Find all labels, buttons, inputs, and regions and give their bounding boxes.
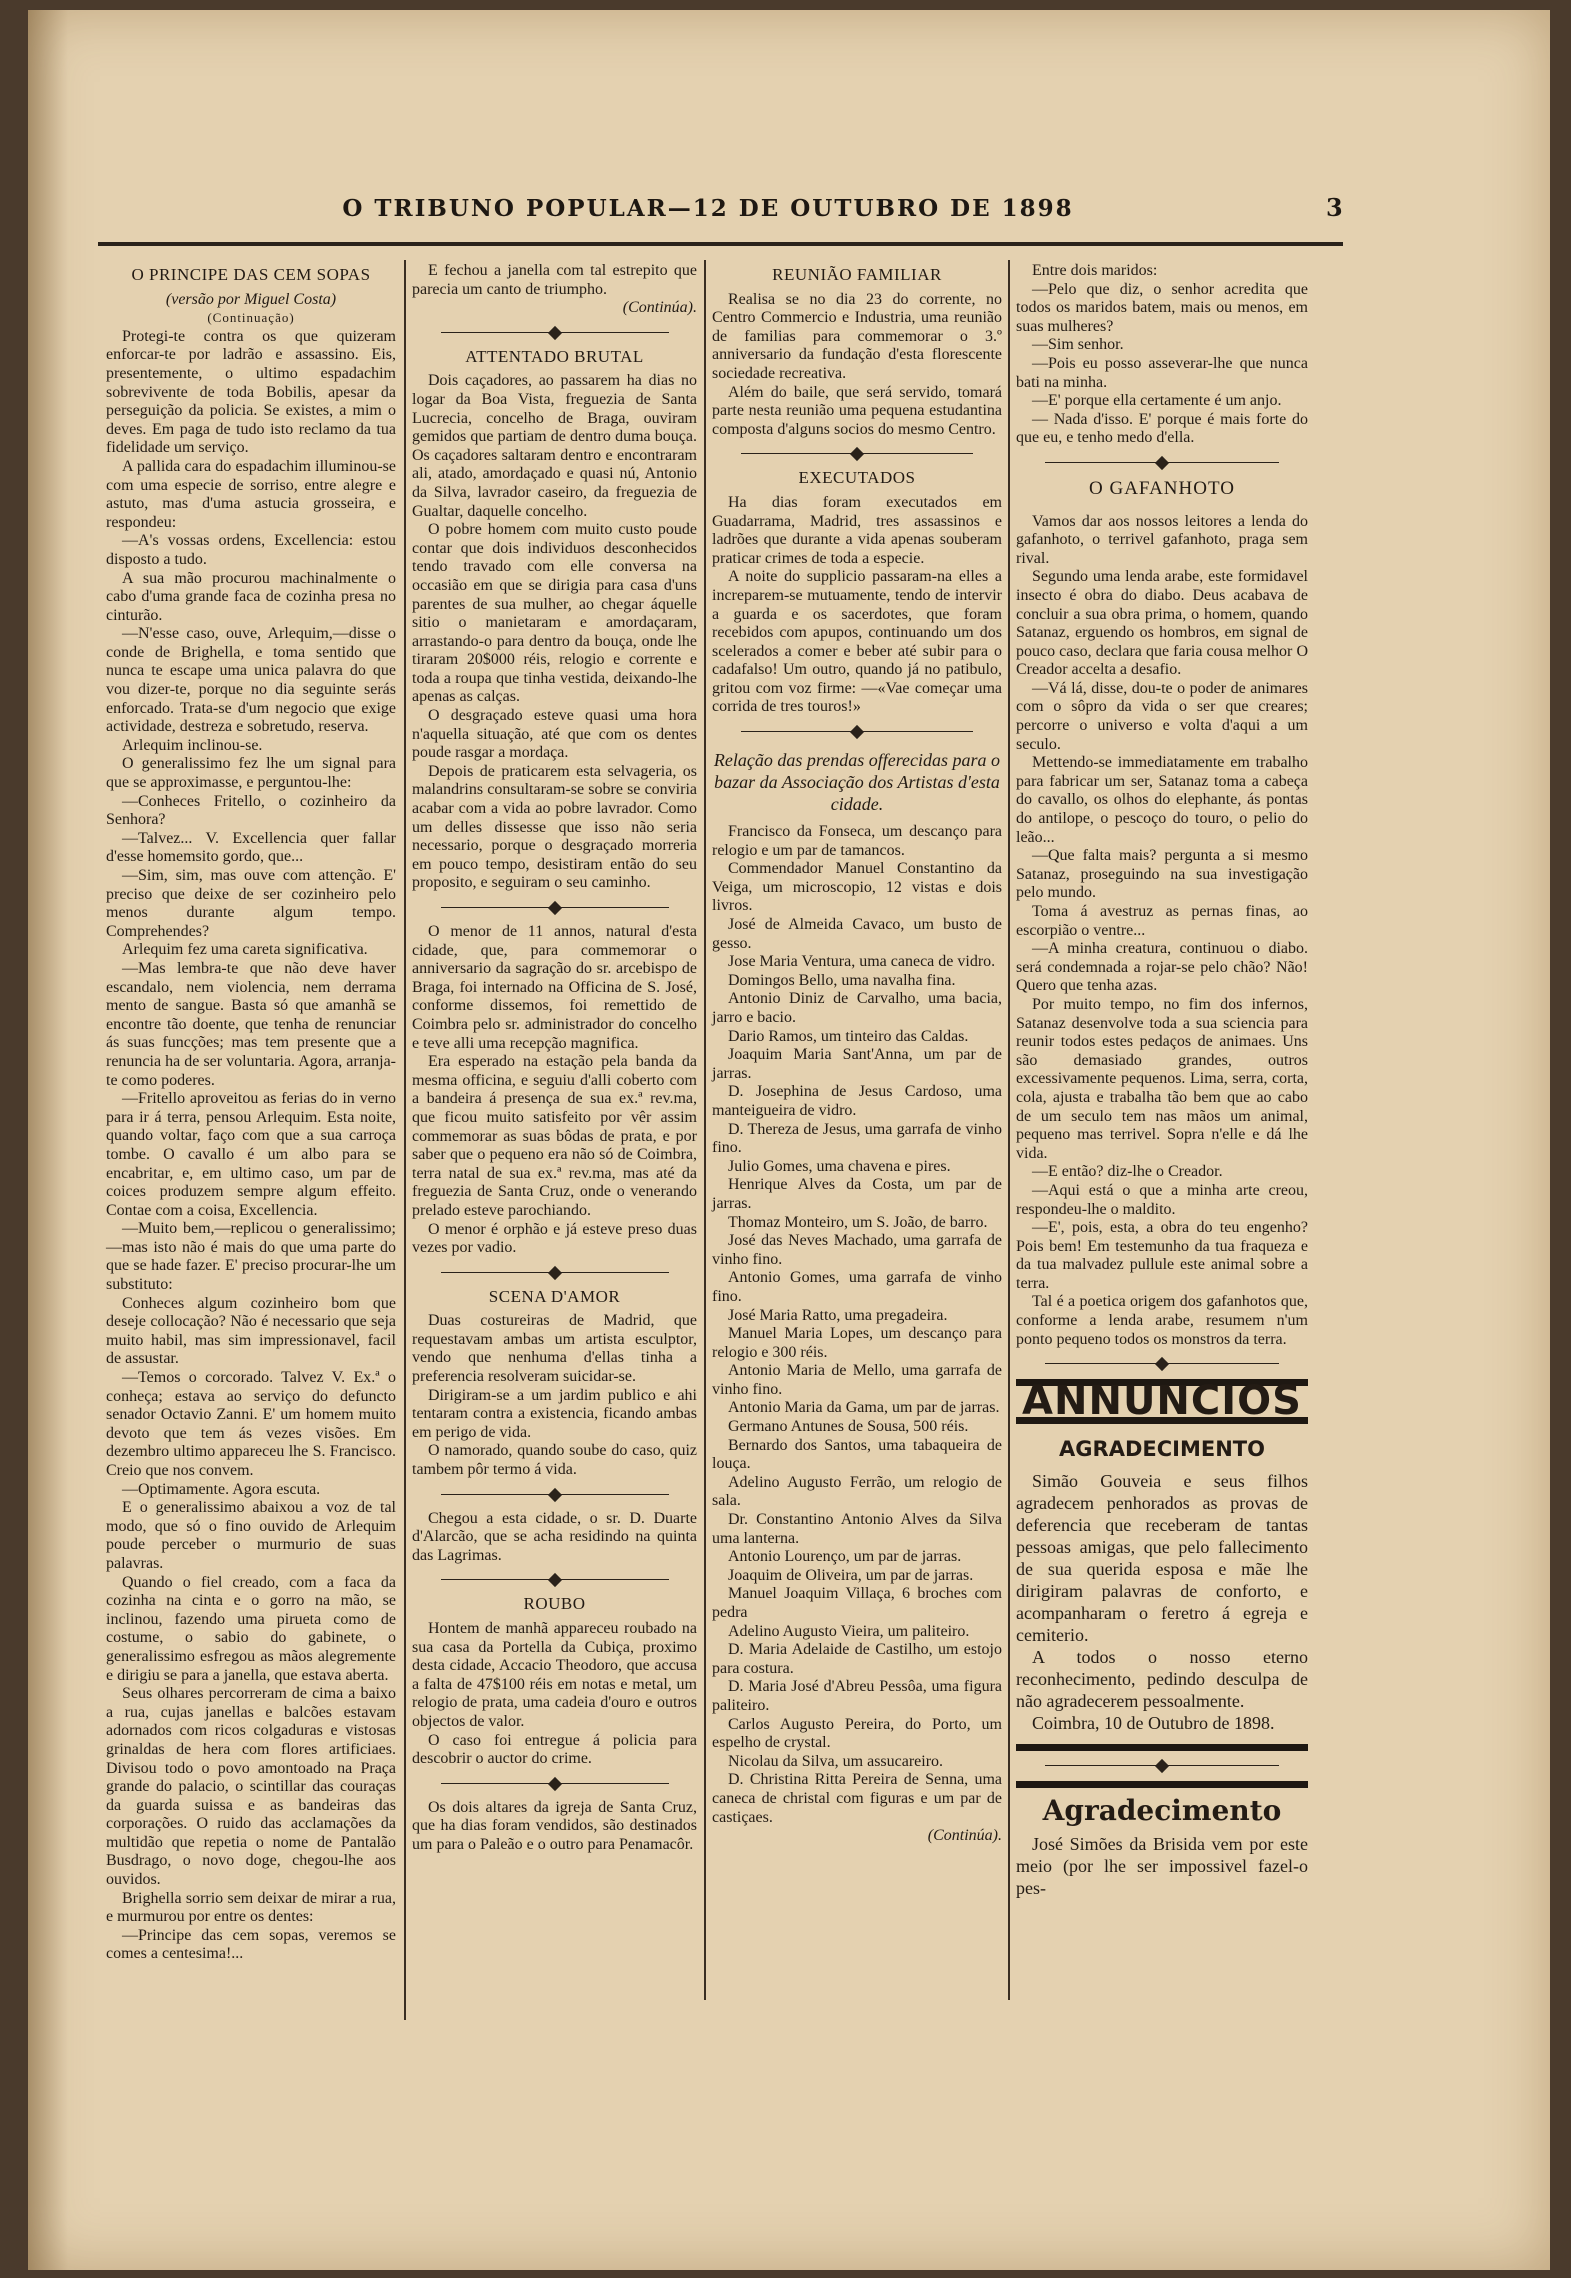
paragraph: —Conheces Fritello, o cozinheiro da Senhora? [106,792,396,829]
section-separator [712,445,1002,463]
annuncios-heading: ANNUNCIOS [1022,1378,1302,1425]
paragraph: —Pelo que diz, o senhor acredita que todos os maridos batem, mais ou menos, em suas mulheres? [1016,280,1308,335]
story-title: O PRINCIPE DAS CEM SOPAS [131,265,371,284]
column-1 [106,262,396,1964]
section-separator [412,324,697,342]
ad-title: Agradecimento [1042,1794,1282,1828]
list-item: Domingos Bello, uma navalha fina. [728,971,956,989]
paragraph: Seus olhares percorreram de cima a baixo a rua, cujas janellas e balcões estavam adornados com ricos colgaduras e vistosas grinaldas de hera com flores artificiaes. Divisou todo o povo amontoado na Praça grande do palacio, o scintillar das couraças da guarda suissa e as bandeiras das corporações. O ruido das acclamações da multidão que repetia o nome de Pantalão Busdrago, o novo doge, chegou-lhe aos ouvidos. [106,1685,396,1889]
list-item: Julio Gomes, uma chavena e pires. [728,1157,951,1175]
section-title: ROUBO [523,1594,586,1614]
paragraph: Conheces algum cozinheiro bom que deseje collocação? Não é necessario que seja muito habil, mas sim impressionavel, facil de assustar. [106,1294,396,1368]
list-item: Joaquim Maria Sant'Anna, um par de jarras. [712,1046,1002,1082]
paragraph: —Principe das cem sopas, veremos se comes a centesima!... [106,1926,396,1963]
list-item: Dr. Constantino Antonio Alves da Silva uma lanterna. [712,1511,1002,1547]
list-item: Adelino Augusto Ferrão, um relogio de sala. [712,1473,1002,1510]
paragraph: Simão Gouveia e seus filhos agradecem penhorados as provas de deferencia que receberam de tantas pessoas amigas, que pelo fallecimento de sua querida esposa e mãe lhe dirigiram palavras de conforto, e acompanharam o feretro á egreja e cemiterio. [1016,1471,1308,1646]
list-item: Antonio Diniz de Carvalho, uma bacia, jarro e bacio. [712,990,1002,1026]
paragraph: —A's vossas ordens, Excellencia: estou disposto a tudo. [106,532,396,568]
paragraph: A todos o nosso eterno reconhecimento, pedindo desculpa de não agradecerem pessoalmente. [1016,1647,1308,1712]
paragraph: Dois caçadores, ao passarem ha dias no logar da Boa Vista, freguezia de Santa Lucrecia, concelho de Braga, ouviram gemidos que partiam de dentro duma bouça. Os caçadores saltaram dentro e encontraram ali, atado, amordaçado e quasi nú, Antonio da Silva, lavrador caseiro, da freguezia de Gualtar, daquelle concelho. [412,372,697,520]
paragraph: Arlequim fez uma careta significativa. [122,941,368,959]
list-item: Germano Antunes de Sousa, 500 réis. [728,1418,969,1436]
paragraph: E fechou a janella com tal estrepito que parecia um canto de triumpho. [412,262,697,298]
header-rule [98,242,1343,246]
section-title: SCENA D'AMOR [488,1286,621,1306]
paragraph: Tal é a poetica origem dos gafanhotos que, conforme a lenda arabe, resumem n'um ponto pequeno todos os monstros da terra. [1016,1293,1308,1348]
paragraph: —Fritello aproveitou as ferias do in verno para ir á terra, pensou Arlequim. Esta noite, quando voltar, faço com que a sua carroça tombe. O cavallo é um albo para se encabritar, e, em ultimo caso, um par de coices produzem sempre algum effeito. Contae com a coisa, Excellencia. [106,1090,396,1219]
paragraph: O caso foi entregue á policia para descobrir o auctor do crime. [412,1731,697,1768]
paragraph: Hontem de manhã appareceu roubado na sua casa da Portella da Cubiça, proximo desta cidade, Accacio Theodoro, que accusa a falta de 47$100 réis em notas e metal, um relogio de prata, uma cadeia d'ouro e outros objectos de valor. [412,1620,697,1730]
paragraph: A noite do supplicio passaram-na elles a increparem-se mutuamente, tendo de intervir a guarda e os sacerdotes, que foram recebidos com apupos, continuando um dos scelerados a comer e beber até subir para o cadafalso! Um outro, quando já no patibulo, gritou com voz firme: —«Vae começar uma corrida de tres touros!» [712,568,1002,716]
paragraph: Dirigiram-se a um jardim publico e ahi tentaram contra a existencia, ficando ambas em perigo de vida. [412,1386,697,1441]
paragraph: Duas costureiras de Madrid, que requestavam ambas um artista esculptor, vendo que nenhuma d'ellas tinha a preferencia resolveram suicidar-se. [412,1312,697,1386]
paragraph: —Aqui está o que a minha arte creou, respondeu-lhe o maldito. [1016,1181,1308,1218]
paragraph: Chegou a esta cidade, o sr. D. Duarte d'Alarcão, que se acha residindo na quinta das Lagrimas. [412,1509,697,1564]
section-separator [1016,454,1308,472]
list-item: Bernardo dos Santos, uma tabaqueira de louça. [712,1436,1002,1473]
list-item: Antonio Lourenço, um par de jarras. [728,1548,962,1566]
ad-rule [1016,1781,1308,1788]
paragraph: —E então? diz-lhe o Creador. [1032,1163,1223,1181]
paragraph: E o generalissimo abaixou a voz de tal modo, que só o fino ouvido de Arlequim poude perceber o murmurio de suas palavras. [106,1499,396,1572]
section-title: REUNIÃO FAMILIAR [772,265,942,284]
list-item: Jose Maria Ventura, uma caneca de vidro. [728,953,996,971]
section-title: Relação das prendas offerecidas para o bazar da Associação dos Artistas d'esta cidade. [713,750,1001,815]
list-item: D. Maria Adelaide de Castilho, um estojo para costura. [712,1641,1002,1677]
paragraph: Protegi-te contra os que quizeram enforcar-te por ladrão e assassino. Eis, presentemente, o ultimo espadachim sobrevivente de toda Bobilis, apesar da perseguição da policia. Se existes, a mim o deves. Em paga de tudo isto reclamo da tua fidelidade um serviço. [106,327,396,457]
paragraph: Arlequim inclinou-se. [122,736,263,754]
column-divider [704,260,706,2000]
list-item: Antonio Maria de Mello, uma garrafa de vinho fino. [712,1362,1002,1398]
list-item: Manuel Joaquim Villaça, 6 broches com pedra [712,1585,1002,1621]
section-separator [412,1486,697,1504]
list-item: D. Thereza de Jesus, uma garrafa de vinho fino. [712,1120,1002,1157]
column-divider [404,260,406,2020]
ad-rule [1016,1744,1308,1751]
list-item: José Maria Ratto, uma pregadeira. [728,1306,948,1324]
list-item: D. Maria José d'Abreu Pessôa, uma figura paliteiro. [712,1678,1002,1714]
paragraph: —Sim, sim, mas ouve com attenção. E' preciso que deixe de ser cozinheiro pelo menos durante algum tempo. Comprehendes? [106,867,396,940]
paragraph: —Optimamente. Agora escuta. [122,1480,321,1498]
list-item: Thomaz Monteiro, um S. João, de barro. [728,1213,988,1231]
paragraph: —Muito bem,—replicou o generalissimo;—mas isto não é mais do que uma parte do que se hade fazer. E' preciso procurar-lhe um substituto: [106,1220,396,1294]
list-item: Joaquim de Oliveira, um par de jarras. [728,1566,974,1584]
section-separator [1016,1757,1308,1775]
newspaper-page [28,10,1550,2270]
paragraph: Brighella sorrio sem deixar de mirar a rua, e murmurou por entre os dentes: [106,1889,396,1926]
list-item: Henrique Alves da Costa, um par de jarras. [712,1176,1002,1212]
column-2 [412,262,697,1855]
donation-list [712,823,1002,1827]
list-item: D. Josephina de Jesus Cardoso, uma manteigueira de vidro. [712,1083,1002,1119]
continued-label: (Continúa). [927,1827,1002,1845]
section-separator [412,1571,697,1589]
advertisement [1016,1470,1308,1734]
paragraph: Quando o fiel creado, com a faca da cozinha na cinta e o gorro na mão, se inclinou, fazendo uma pirueta como de costume, o sabio do gabinete, o generalissimo esfregou as mãos alegremente e dirigiu se para a janella, que estava aberta. [106,1573,396,1684]
ad-title: AGRADECIMENTO [1059,1436,1265,1461]
section-title: O GAFANHOTO [1089,477,1235,499]
list-item: Commendador Manuel Constantino da Veiga, um microscopio, 12 vistas e dois livros. [712,860,1002,915]
column-4 [1016,262,1308,1899]
paragraph: Entre dois maridos: [1032,262,1158,279]
list-item: José das Neves Machado, uma garrafa de vinho fino. [712,1232,1002,1268]
paragraph: José Simões da Brisida vem por este meio (por lhe ser impossivel fazel-o pes- [1016,1834,1308,1899]
list-item: Francisco da Fonseca, um descanço para relogio e um par de tamancos. [712,823,1002,859]
list-item: Antonio Gomes, uma garrafa de vinho fino. [712,1269,1002,1305]
list-item: José de Almeida Cavaco, um busto de gesso. [712,916,1002,952]
list-item: Carlos Augusto Pereira, do Porto, um espelho de crystal. [712,1715,1002,1752]
paragraph: Além do baile, que será servido, tomará parte nesta reunião uma pequena estudantina composta d'alguns socios do mesmo Centro. [712,383,1002,438]
paragraph: Os dois altares da igreja de Santa Cruz, que ha dias foram vendidos, são destinados um para o Paleão e o outro para Penamacôr. [412,1798,697,1853]
page-number: 3 [1326,193,1343,222]
paragraph: —N'esse caso, ouve, Arlequim,—disse o conde de Brighella, e toma sentido que nunca te escape uma unica palavra do que vou dizer-te, porque no dia seguinte serás enforcado. Trata-se d'um negocio que exige actividade, destreza e sobretudo, reserva. [106,625,396,736]
paragraph: —E', pois, esta, a obra do teu engenho? Pois bem! Em testemunho da tua fraqueza e da tua malvadez pullule este animal sobre a terra. [1016,1219,1308,1292]
list-item: D. Christina Ritta Pereira de Senna, uma caneca de christal com figuras e um par de castiçaes. [712,1771,1002,1826]
paragraph: A pallida cara do espadachim illuminou-se com uma especie de sorriso, entre alegre e astuto, mas d'uma astucia grosseira, e respondeu: [106,457,396,531]
paragraph: Segundo uma lenda arabe, este formidavel insecto é obra do diabo. Deus acabava de concluir a sua obra prima, o homem, quando Satanaz, erguendo os hombros, em signal de pouco caso, declara que faria cousa melhor O Creador accelta a desafio. [1016,568,1308,679]
section-separator [412,899,697,917]
paragraph: A sua mão procurou machinalmente o cabo d'uma grande faca de cozinha presa no cinturão. [106,569,396,624]
paragraph: Mettendo-se immediatamente em trabalho para fabricar um ser, Satanaz toma a cabeça do cavallo, os olhos do elephante, ás pontas do antilope, o pescoço do touro, o pelio do leão... [1016,754,1308,846]
paragraph: O menor de 11 annos, natural d'esta cidade, que, para commemorar o anniversario da sagração do sr. arcebispo de Braga, foi internado na Officina de S. José, conforme dissemos, foi remettido de Coimbra pelo sr. administrador do concelho e teve alli uma recepção magnifica. [412,923,697,1052]
paragraph: Por muito tempo, no fim dos infernos, Satanaz desenvolve toda a sua sciencia para reunir todos estes pedaços de animaes. Uns são demasiado grandes, outros excessivamente pequenos. Lima, serra, corta, cola, ajusta e trabalha tão bem que ao cabo de um seculo tem nas mãos um animal, pequeno mas terrivel. Sopra n'elle e dá lhe vida. [1016,995,1308,1162]
paragraph: —Que falta mais? pergunta a si mesmo Satanaz, proseguindo na sua investigação pelo mundo. [1016,847,1308,902]
paragraph: O menor é orphão e já esteve preso duas vezes por vadio. [412,1220,697,1257]
section-separator [712,723,1002,741]
section-separator [1016,1355,1308,1373]
paragraph: Depois de praticarem esta selvageria, os malandrins consultaram-se sobre se conviria acabar com a vida ao pobre lavrador. Como um delles dissesse que isso não seria necessario, porque o desgraçado morreria em pouco tempo, desistiram então do seu proposito, e seguiram o seu caminho. [412,762,697,892]
ad-date: Coimbra, 10 de Outubro de 1898. [1032,1713,1275,1734]
list-item: Dario Ramos, um tinteiro das Caldas. [728,1027,969,1045]
paragraph: O desgraçado esteve quasi uma hora n'aquella situação, até que com os dentes poude rasgar a mordaça. [412,707,697,762]
paragraph: —Vá lá, disse, dou-te o poder de animares com o sôpro da vida o ser que creares; percorre o universo e volta d'aqui a um seculo. [1016,679,1308,753]
section-separator [412,1775,697,1793]
paragraph: —Mas lembra-te que não deve haver escandalo, nem violencia, nem derrama mento de sangue. Basta só que amanhã se encontre tão doente, que tenha de renunciar ás suas funcções; mas tem presente que a renuncia ha de ser voluntaria. Agora, arranja-te como poderes. [106,959,396,1089]
column-3 [712,262,1002,1846]
paragraph: Era esperado na estação pela banda da mesma officina, e seguiu d'alli coberto com a bandeira á presença de sua ex.ª rev.ma, que ficou muito satisfeito por vêr assim commemorar as suas bôdas de prata, e por saber que o pequeno era não só de Coimbra, terra natal de sua ex.ª rev.ma, mas até da freguezia de Santa Cruz, onde o venerando prelado esteve parochiando. [412,1053,697,1219]
advertisement [1016,1833,1308,1899]
section-title: ATTENTADO BRUTAL [465,346,644,366]
paragraph: —Temos o corcorado. Talvez V. Ex.ª o conheça; estava ao serviço do defuncto senador Octavio Zanni. E' um homem muito devoto que tem ás vezes visões. Em dezembro ultimo appareceu lhe S. Francisco. Creio que nos convem. [106,1369,396,1479]
paragraph: Toma á avestruz as pernas finas, ao escorpião o ventre... [1016,903,1308,939]
continued-label: (Continúa). [622,299,697,317]
paragraph: Ha dias foram executados em Guadarrama, Madrid, tres assassinos e ladrões que durante a vida apenas souberam praticar crimes de toda a especie. [712,493,1002,567]
paragraph: Vamos dar aos nossos leitores a lenda do gafanhoto, o terrivel gafanhoto, praga sem rival. [1016,512,1308,567]
column-divider [1008,260,1010,2000]
paragraph: —Pois eu posso asseverar-lhe que nunca bati na minha. [1016,354,1308,391]
paragraph: O generalissimo fez lhe um signal para que se approximasse, e perguntou-lhe: [106,755,396,792]
list-item: Adelino Augusto Vieira, um paliteiro. [728,1622,970,1640]
paragraph: —Sim senhor. [1032,336,1124,354]
paragraph: —Talvez... V. Excellencia quer fallar d'esse homemsito gordo, que... [106,829,396,866]
list-item: Nicolau da Silva, um assucareiro. [728,1752,944,1770]
paragraph: — Nada d'isso. E' porque é mais forte do que eu, e tenho medo d'ella. [1016,410,1308,447]
list-item: Antonio Maria da Gama, um par de jarras. [728,1399,1000,1417]
section-separator [412,1264,697,1282]
masthead-title: O TRIBUNO POPULAR—12 DE OUTUBRO DE 1898 [342,195,1074,222]
paragraph: Realisa se no dia 23 do corrente, no Centro Commercio e Industria, uma reunião de familias para commemorar o 3.º anniversario da fundação d'esta florescente sociedade recreativa. [712,290,1002,382]
list-item: Manuel Maria Lopes, um descanço para relogio e 300 réis. [712,1325,1002,1361]
paragraph: —E' porque ella certamente é um anjo. [1032,392,1282,410]
paragraph: O namorado, quando soube do caso, quiz tambem pôr termo á vida. [412,1442,697,1479]
story-body [106,328,396,1964]
continuation-label: (Continuação) [207,310,295,326]
byline: (versão por Miguel Costa) [165,290,337,308]
paragraph: O pobre homem com muito custo poude contar que dois individuos desconhecidos tendo travado com elle conversa na occasião em que se dirigia para casa d'uns parentes de sua mulher, ao chegar áquelle sitio o manietaram e amordaçaram, arrastando-o para dentro da bouça, onde lhe tiraram 20$000 réis, relogio e corrente e toda a roupa que tinha vestida, deixando-lhe apenas as calças. [412,521,697,706]
paragraph: —A minha creatura, continuou o diabo. será condemnada a rojar-se pelo chão? Não! Quero que tenha azas. [1016,940,1308,995]
section-title: EXECUTADOS [798,468,916,488]
